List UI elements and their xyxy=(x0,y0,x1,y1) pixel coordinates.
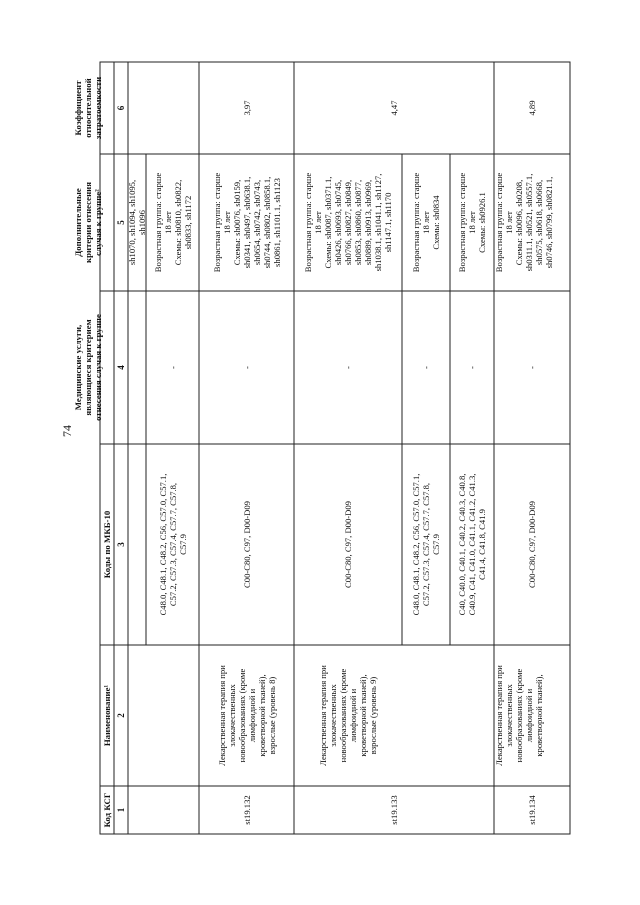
services-st19-132: - xyxy=(241,366,252,369)
col-number-4: 4 xyxy=(116,365,126,370)
col-number-6: 6 xyxy=(116,105,126,111)
header-col5: Дополнительные критерии отнесения случая к группе² xyxy=(73,182,103,263)
code-st19-133: st19.133 xyxy=(389,795,399,825)
page-number: 74 xyxy=(60,425,74,437)
name-st19-133: Лекарственная терапия при злокачественных новообразованиях (кроме лимфоидной и кроветворной тканей), взрослые (уровень 9) xyxy=(318,665,378,766)
services-st19-134: - xyxy=(527,366,537,369)
cont-icd-codes: C48.0, C48.1, C48.2, C56, C57.0, C57.1, C57.2, C57.3, C57.4, C57.7, C57.8, C57.9 xyxy=(157,473,188,616)
col-number-2: 2 xyxy=(116,713,126,718)
code-st19-132: st19.132 xyxy=(241,795,252,825)
name-st19-134: Лекарственная терапия при злокачественных новообразованиях (кроме лимфоидной и кроветворной тканей), xyxy=(494,665,544,766)
cont-services: - xyxy=(167,366,178,369)
header-col3: Коды по МКБ-10 xyxy=(102,510,112,579)
icd-st19-132: C00-C80, C97, D00-D09 xyxy=(241,501,252,588)
name-st19-132: Лекарственная терапия при злокачественных новообразованиях (кроме лимфоидной и кроветворной тканей), взрослые (уровень 8) xyxy=(216,665,277,766)
cont-criteria: Возрастная группа: старше 18 лет Схемы: sh0810, sh0822, sh0833, sh1172 xyxy=(152,172,193,273)
code-st19-134: st19.134 xyxy=(527,795,537,825)
services-st19-133: - xyxy=(343,366,353,369)
col-number-1: 1 xyxy=(116,807,126,813)
icd-st19-133: C00-C80, C97, D00-D09 xyxy=(343,501,353,588)
criteria-st19-134: Возрастная группа: старше 18 лет Схемы: sh0096, sh0208, sh0311.1, sh0521, sh0557.1, sh0575, sh0618, sh0668, sh0746, sh0799, sh0821.1, xyxy=(494,172,554,273)
cont-criteria-top: sh1070, sh1094, sh1095, sh1096 xyxy=(127,179,147,266)
icd-st19-133-b: C48.0, C48.1, C48.2, C56, C57.0, C57.1, C57.2, C57.3, C57.4, C57.7, C57.8, C57.9 xyxy=(411,473,441,616)
header-col6: Коэффициент относительной затратоемкости xyxy=(73,76,103,140)
coef-st19-133: 4,47 xyxy=(389,100,399,116)
criteria-st19-132: Возрастная группа: старше 18 лет Схемы: sh0076, sh0159, sh0341, sh0497, sh0638.1, sh0654, sh0742, sh0743, sh0744, sh0802, sh0858.1, sh0861, sh1101.1, sh1123 xyxy=(211,172,282,273)
col-number-5: 5 xyxy=(116,220,126,225)
services-st19-133-c: - xyxy=(467,366,477,369)
icd-st19-133-c: C40, C40.0, C40.1, C40.2, C40.3, C40.8, C40.9, C41, C41.0, C41.1, C41.2, C41.3, C41.4, C41.8, C41.9 xyxy=(457,473,487,616)
header-col2: Наименование¹ xyxy=(102,684,112,747)
coef-st19-132: 3,97 xyxy=(241,100,252,116)
coef-st19-134: 4,89 xyxy=(527,100,537,116)
header-col4: Медицинские услуги, являющиеся критерием отнесения случая к группе xyxy=(73,314,103,421)
criteria-st19-133-c: Возрастная группа: старше 18 лет Схемы: sh0926.1 xyxy=(457,172,487,273)
services-st19-133-b: - xyxy=(421,366,431,369)
criteria-st19-133-b: Возрастная группа: старше 18 лет Схемы: sh0834 xyxy=(411,172,441,273)
icd-st19-134: C00-C80, C97, D00-D09 xyxy=(527,501,537,588)
col-number-3: 3 xyxy=(116,542,126,547)
criteria-st19-133: Возрастная группа: старше 18 лет Схемы: sh0087, sh0371.1, sh0426, sh0693, sh0745, sh0766, sh0827, sh0849, sh0853, sh0860, sh0877, sh0889, sh0913, sh0969, sh1038.1, sh1041.1, sh1127, sh1147.1, sh1170 xyxy=(303,172,393,273)
header-col1: Код КСГ xyxy=(102,792,112,828)
